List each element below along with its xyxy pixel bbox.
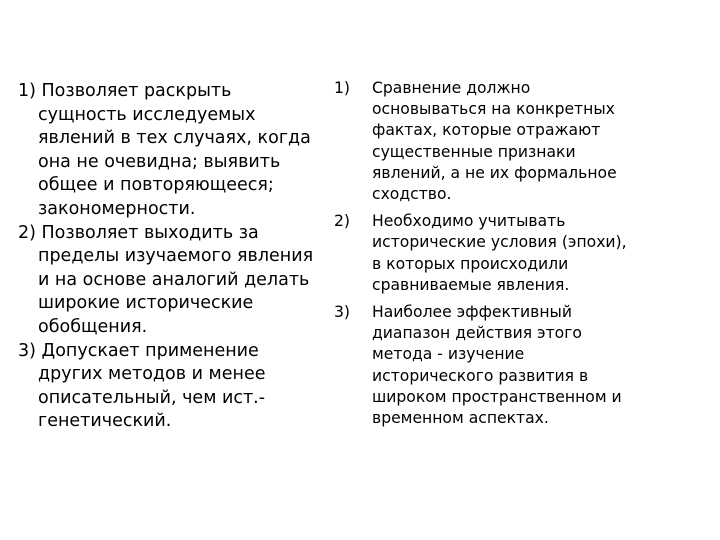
requirement-text-2: Необходимо учитывать исторические условия (эпохи), в которых происходили сравниваемые явления. — [372, 212, 627, 294]
advantage-item-2: 2) Позволяет выходить за пределы изучаемого явления и на основе аналогий делать широкие исторические обобщения. — [18, 222, 314, 337]
requirement-number-1: 1) — [334, 79, 351, 97]
requirements-list — [334, 78, 634, 435]
requirement-item-2 — [334, 211, 634, 296]
advantage-item-3: 3) Допускает применение других методов и менее описательный, чем ист.-генетический. — [18, 340, 266, 432]
requirement-text-1: Сравнение должно основываться на конкретных фактах, которые отражают существенные признаки явлений, а не их формальное сходство. — [372, 79, 617, 204]
requirement-number-3: 3) — [334, 303, 351, 322]
requirement-number-2: 2) — [334, 212, 351, 231]
requirement-item-3 — [334, 302, 634, 429]
advantage-item-1: 1) Позволяет раскрыть сущность исследуемых явлений в тех случаях, когда она не очевидна; выявить общее и повторяющееся; закономерности. — [18, 81, 311, 219]
requirement-text-3: Наиболее эффективный диапазон действия этого метода - изучение исторического развития в широком пространственном и временном аспектах. — [372, 303, 622, 428]
requirement-item-1 — [334, 78, 634, 205]
advantages-list — [18, 80, 318, 434]
